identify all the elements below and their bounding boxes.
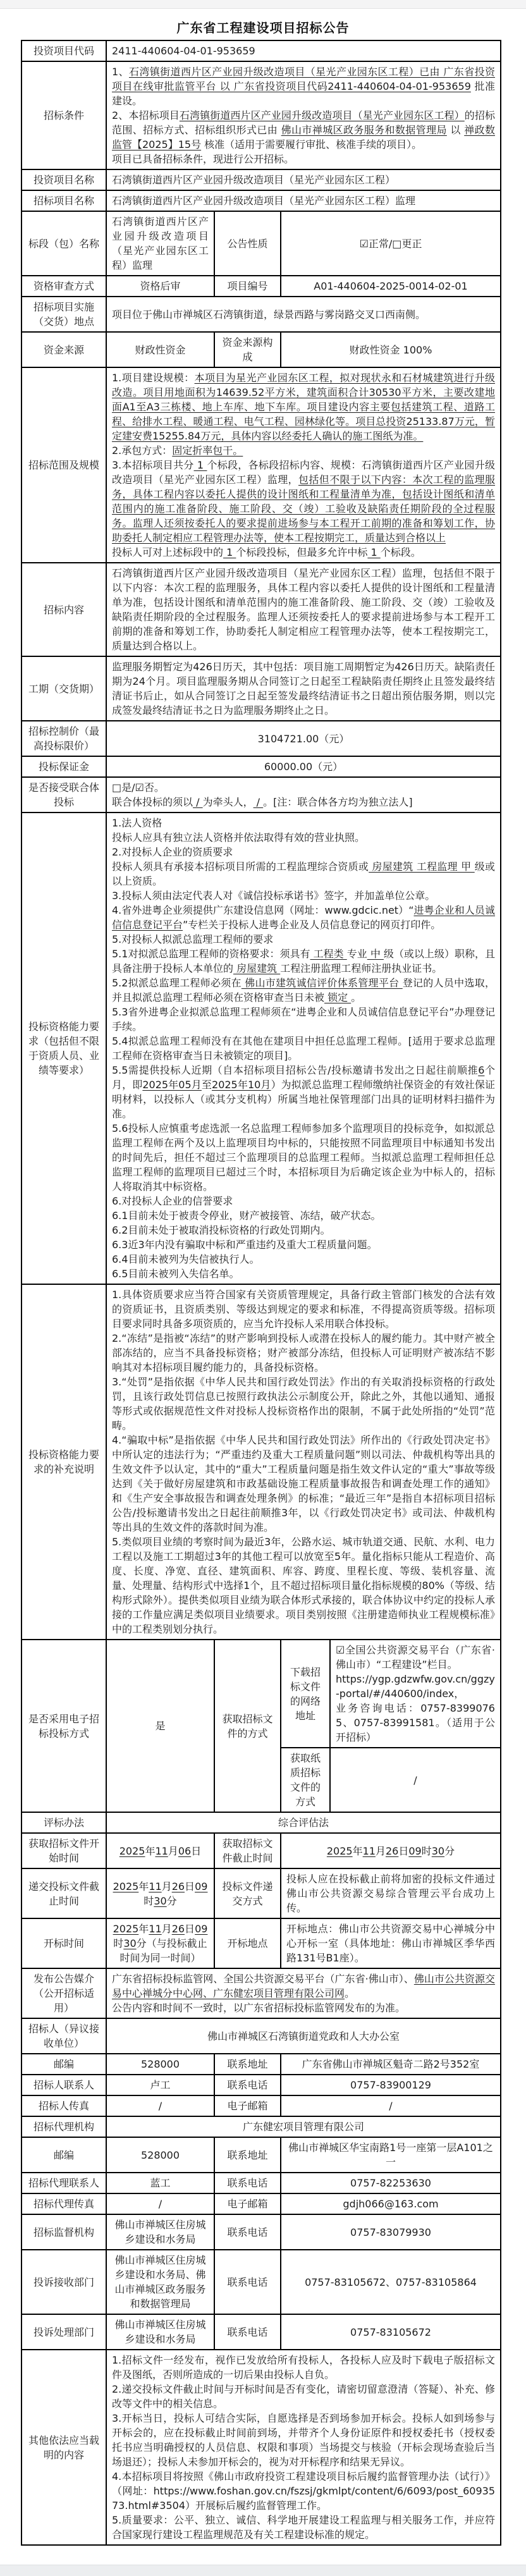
label-agency: 招标代理机构	[21, 2116, 106, 2137]
value-tenderer-contact: 卢工	[106, 2075, 214, 2095]
value-notice-nature: ☑正常/□更正	[281, 211, 501, 276]
label-agency-email: 电子邮箱	[214, 2193, 281, 2214]
label-agency-postcode: 邮编	[21, 2137, 106, 2173]
row-tenderer-fax	[21, 2095, 501, 2116]
row-funding	[21, 332, 501, 367]
row-opening	[21, 1918, 501, 1968]
row-agency-fax	[21, 2193, 501, 2214]
label-supervisor-phone: 联系电话	[214, 2214, 281, 2250]
value-supervisor-phone: 0757-83079930	[281, 2214, 501, 2250]
label-other: 其他依法应当载明的内容	[21, 2350, 106, 2545]
row-tender-conditions	[21, 61, 501, 169]
label-complaint-handle: 投诉处理部门	[21, 2314, 106, 2350]
label-complaint-receive-phone: 联系电话	[214, 2250, 281, 2314]
row-agency-contact	[21, 2173, 501, 2193]
label-agency-contact: 招标代理联系人	[21, 2173, 106, 2193]
value-paper-doc-method: /	[330, 1748, 501, 1812]
label-tenderer-phone: 联系电话	[214, 2075, 281, 2095]
label-funding: 资金来源	[21, 332, 106, 367]
label-scope: 招标范围及规模	[21, 367, 106, 563]
label-tenderer-contact: 招标人联系人	[21, 2075, 106, 2095]
value-tenderer-fax: /	[106, 2095, 214, 2116]
value-investment-code: 2411-440604-04-01-953659	[106, 40, 501, 61]
value-doc-download-url: ☑全国公共资源交易平台（广东省·佛山市）“工程建设”栏目。 https://ygp.gdzwfw.gov.cn/ggzy-portal/#/440600/index， 业务咨询电话：0757-83990765、0757-83991581。（适用于公开招标）	[330, 1640, 501, 1748]
label-paper-doc-method: 获取纸质招标文件的方式	[281, 1748, 330, 1812]
value-complaint-receive-phone: 0757-83105672、0757-83105864	[281, 2250, 501, 2314]
value-tenderer: 佛山市禅城区石湾镇街道党政和人大办公室	[106, 2018, 501, 2054]
row-section-name	[21, 211, 501, 276]
row-supervisor	[21, 2214, 501, 2250]
label-investment-name: 投资项目名称	[21, 169, 106, 190]
value-tender-project-name: 石湾镇街道西片区产业园升级改造项目（星光产业园东区工程）监理	[106, 190, 501, 211]
row-bid-bond	[21, 756, 501, 777]
label-funding-composition: 资金来源构成	[214, 332, 281, 367]
value-funding: 财政性资金	[106, 332, 214, 367]
label-bid-bond: 投标保证金	[21, 756, 106, 777]
value-media: 广东省招标投标监管网、全国公共资源交易平台（广东省·佛山市）、佛山市公共资源交易中心禅城分中心网、广东健宏项目管理有限公司网。 公告内容和时间不一致时，以广东省招标投标监管网发布的为准。	[106, 1968, 501, 2018]
value-doc-deadline: 2025年11月26日09时30分	[281, 1833, 501, 1868]
row-doc-time	[21, 1833, 501, 1868]
value-complaint-receive: 佛山市禅城区住房城乡建设和水务局、佛山市禅城区政务服务和数据管理局	[106, 2250, 214, 2314]
row-qualification-review	[21, 276, 501, 297]
value-tenderer-email: /	[281, 2095, 501, 2116]
label-tenderer-email: 电子邮箱	[214, 2095, 281, 2116]
label-capability: 投标资格能力要求（包括但不限于资质人员、业绩等要求）	[21, 813, 106, 1284]
top-bar	[0, 0, 526, 9]
page-title: 广东省工程建设项目招标公告	[176, 20, 350, 35]
bottom-bar	[0, 2565, 526, 2576]
value-tenderer-phone: 0757-83900129	[281, 2075, 501, 2095]
value-capability: 1.法人资格 投标人应具有独立法人资格并依法取得有效的营业执照。 2.对投标人企业的资质要求 投标人须具有承接本招标项目所需的工程监理综合资质或 房屋建筑 工程监理 甲 级或以上资质。 3.投标人须由法定代表人对《诚信投标承诺书》签字，并加盖单位公章。 4.省外进粤企业须提供广东建设信息网（网址：www.gdcic.net）“进粤企业和人员诚信信息登记平台”专栏关于投标人进粤企业及人员信息登记的网页打印件。 5.对投标人拟派总监理工程师的要求 5.1对拟派总监理工程师的资格要求：须具有 工程类 专业 中 级（或以上级）职称，且具备注册于投标人本单位的 房屋建筑 工程注册监理工程师注册执业证书。 5.2拟派总监理工程师必须在 佛山市建筑诚信评价体系管理平台 登记的人员中选取，并且拟派总监理工程师必须在资格审查当日未被 锁定 。 5.3省外进粤企业拟派总监理工程师须在“进粤企业和人员诚信信息登记平台”办理登记手续。 5.4拟派总监理工程师没有在其他在建项目中担任总监理工程师。[适用于要求总监理工程师在资格审查当日未被锁定的项目]。 5.5需提供投标人近期（自本招标项目招标公告/投标邀请书发出之日起往前顺推6个月，即2025年05月至2025年10月）为拟派总监理工程师缴纳社保资金的有效社保证明材料，以投标人（或其分支机构）所属当地社保管理部门出具的证明材料扫描件为准。 5.6投标人应慎重考虑选派一名总监理工程师参加多个监理项目的投标竞争，如拟派总监理工程师在两个及以上监理项目均中标的，只能按照不同监理项目中标通知书发出的时间先后，担任不超过三个监理项目的总监理工程师。当拟派总监理工程师担任总监理工程师的监理项目已超过三个时，本招标项目为后确定该企业为中标人的，招标人将取消其中标资格。 6.对投标人企业的信誉要求 6.1目前未处于被责令停业，财产被接管、冻结，破产状态。 6.2目前未处于被取消投标资格的行政处罚期内。 6.3近3年内没有骗取中标和严重违约及重大工程质量问题。 6.4目前未被列为失信被执行人。 6.5目前未被列入失信名单。	[106, 813, 501, 1284]
value-complaint-handle-phone: 0757-83105672	[281, 2314, 501, 2350]
value-location: 项目位于佛山市禅城区石湾镇街道，绿景西路与雾岗路交叉口西南侧。	[106, 297, 501, 332]
label-opening-time: 开标时间	[21, 1918, 106, 1968]
label-notice-nature: 公告性质	[214, 211, 281, 276]
label-doc-download-url: 下载招标文件的网络地址	[281, 1640, 330, 1748]
row-tenderer-post	[21, 2054, 501, 2075]
label-section-name: 标段（包）名称	[21, 211, 106, 276]
value-agency-email: gdjh066@163.com	[281, 2193, 501, 2214]
label-complaint-receive: 投诉接收部门	[21, 2250, 106, 2314]
label-doc-start-time: 获取招标文件开始时间	[21, 1833, 106, 1868]
value-complaint-handle: 佛山市禅城区住房城乡建设和水务局	[106, 2314, 214, 2350]
label-project-number: 项目编号	[214, 276, 281, 297]
row-other	[21, 2350, 501, 2545]
value-tender-content: 石湾镇街道西片区产业园升级改造项目（星光产业园东区工程）监理，包括但不限于以下内容：本次工程的监理服务，具体工程内容以委托人提供的设计图纸和工程量清单为准，包括设计图纸和清单范围内的施工准备阶段、施工阶段、交（竣）工验收及缺陷责任期阶段的全过程服务。监理人还须按委托人的要求提前进场参与本工程开工前期的准备和筹划工作，协助委托人制定相应工程管理办法等，使本工程按期完工，质量达到合格以上。	[106, 563, 501, 656]
value-agency-phone: 0757-82253630	[281, 2173, 501, 2193]
value-supervisor: 佛山市禅城区住房城乡建设和水务局	[106, 2214, 214, 2250]
label-capability-notes: 投标资格能力要求的补充说明	[21, 1284, 106, 1640]
label-tenderer-fax: 招标人传真	[21, 2095, 106, 2116]
label-tenderer: 招标人（异议接收单位）	[21, 2018, 106, 2054]
value-agency-postcode: 528000	[106, 2137, 214, 2173]
label-agency-fax: 招标代理传真	[21, 2193, 106, 2214]
label-tender-conditions: 招标条件	[21, 61, 106, 169]
row-consortium	[21, 777, 501, 813]
value-submission-method: 投标人应在投标截止前将加密的投标文件通过佛山市公共资源交易综合管理云平台成功上传。	[281, 1868, 501, 1918]
value-doc-start-time: 2025年11月06日	[106, 1833, 214, 1868]
row-evaluation	[21, 1812, 501, 1833]
value-capability-notes: 1.具体资质要求应当符合国家有关资质管理规定，具备行政主管部门核发的合法有效的资质证书，且资质类别、等级达到规定的要求和标准，不得提高资质等级。招标项目要求同时具备多项资质的，应当允许投标人采用联合体投标。 2.“冻结”是指被“冻结”的财产影响到投标人或潜在投标人的履约能力。其中财产被全部冻结的，应当不具备投标资格；财产被部分冻结，但投标人可证明财产被冻结不影响其对本招标项目履约能力的，具备投标资格。 3.“处罚”是指依据《中华人民共和国行政处罚法》作出的有关取消投标资格的行政处罚，且该行政处罚信息已按照行政执法公示制度公开，除此之外，其他以通知、通报等形式或依据规范性文件对投标人投标资格作出的限制，不属于此处所指的“处罚”范畴。 4.“骗取中标”是指依据《中华人民共和国行政处罚法》所作出的《行政处罚决定书》中所认定的违法行为；“严重违约及重大工程质量问题”则以司法、仲裁机构等出具的生效文件予以认定，其中的“重大”工程质量问题是指生效文件认定的“重大”事故等级达到《关于做好房屋建筑和市政基础设施工程质量事故报告和调查处理工作的通知》和《生产安全事故报告和调查处理条例》的标准；“最近三年”是指自本招标项目招标公告/投标邀请书发出之日起往前顺推3年，以《行政处罚决定书》或司法、仲裁机构等出具的生效文件的落款时间为准。 5.类似项目业绩的考察时间为最近3年，公路水运、城市轨道交通、民航、水利、电力工程以及施工工期超过3年的其他工程可以放宽至5年。量化指标只能从工程造价、高度、长度、净宽、直径、建筑面积、库容、跨度、里程长度、等级、装机容量、流量、处理量、结构形式中选择1个，且不超过招标项目量化指标规模的80%（等级、结构形式除外）。提供类似项目业绩为联合体形式承接的，联合体协议中约定的投标人承接的工作量应满足类似项目业绩要求。项目类别按照《注册建造师执业工程规模标准》中的工程类别划分执行。	[106, 1284, 501, 1640]
value-consortium: □是/☑否。 联合体投标的须以 / 为牵头人， / 。[注：联合体各方均为独立法人]	[106, 777, 501, 813]
label-consortium: 是否接受联合体投标	[21, 777, 106, 813]
label-doc-deadline: 获取招标文件截止时间	[214, 1833, 281, 1868]
row-agency	[21, 2116, 501, 2137]
value-other: 1.招标文件一经发布，视作已发放给所有投标人，各投标人应及时下载电子版招标文件及图纸，否则所造成的一切后果由投标人自负。 2.递交投标文件截止时间与开标时间是否有变化，请密切留意澄清（答疑）、补充、修改等文件中的相关信息。 3.开标当日，投标人可结合实际，自愿选择是否到场参加开标会。投标人如到场参与开标会的，应在投标截止时间前到场，并带齐个人身份证原件和授权委托书（授权委托书应当明确授权的人员信息、权限和事项）当场提交与核验（开标会现场查验后当场退还）；投标人未参加开标会的，视为对开标程序和结果无异议。 4.本招标项目将按照《佛山市政府投资工程建设项目标后履约监督管理办法（试行）》（网址：https://www.foshan.gov.cn/fszsj/gkmlpt/content/6/6093/post_6093573.html#3504）开展标后履约监督管理工作。 5.质量要求：公平、独立、诚信、科学地开展建设工程监理与相关服务工作，并应符合国家现行建设工程监理规范及有关工程建设标准的规定。	[106, 2350, 501, 2545]
row-investment-name	[21, 169, 501, 190]
row-e-bidding	[21, 1640, 501, 1748]
value-price-ceiling: 3104721.00（元）	[106, 721, 501, 756]
value-submission-deadline: 2025年11月26日09时30分	[106, 1868, 214, 1918]
row-complaint-handle	[21, 2314, 501, 2350]
label-evaluation: 评标办法	[21, 1812, 106, 1833]
value-qualification-review: 资格后审	[106, 276, 214, 297]
row-tenderer	[21, 2018, 501, 2054]
row-tender-project-name	[21, 190, 501, 211]
tender-notice-table	[21, 40, 501, 2546]
value-agency-fax: /	[106, 2193, 214, 2214]
row-capability	[21, 813, 501, 1284]
value-section-name: 石湾镇街道西片区产业园升级改造项目（星光产业园东区工程）监理	[106, 211, 214, 276]
value-e-bidding: 是	[106, 1640, 214, 1812]
value-tenderer-postcode: 528000	[106, 2054, 214, 2075]
value-agency-address: 佛山市禅城区华宝南路1号一座第一层A101之一	[281, 2137, 501, 2173]
label-media: 发布公告媒介（公开招标适用）	[21, 1968, 106, 2018]
label-submission-method: 投标文件递交方式	[214, 1868, 281, 1918]
label-tenderer-address: 联系地址	[214, 2054, 281, 2075]
label-period: 工期（交货期）	[21, 656, 106, 721]
value-tender-conditions: 1、石湾镇街道西片区产业园升级改造项目（星光产业园东区工程）已由 广东省投资项目在线审批监管平台 以 广东省投资项目代码2411-440604-04-01-953659 批准建设。 2、本招标项目石湾镇街道西片区产业园升级改造项目（星光产业园东区工程）的招标范围、招标方式、招标组织形式已由 佛山市禅城区政务服务和数据管理局 以 禅政数监管【2025】15号 核准（适用于需要履行审批、核准手续的项目）。 项目已具备招标条件，现进行公开招标。	[106, 61, 501, 169]
value-funding-composition: 财政性资金 100%	[281, 332, 501, 367]
label-tenderer-postcode: 邮编	[21, 2054, 106, 2075]
value-opening-time: 2025年11月26日09时30分（与投标截止时间为同一时间）	[106, 1918, 214, 1968]
label-agency-address: 联系地址	[214, 2137, 281, 2173]
row-complaint-receive	[21, 2250, 501, 2314]
label-agency-phone: 联系电话	[214, 2173, 281, 2193]
value-project-number: A01-440604-2025-0014-02-01	[281, 276, 501, 297]
row-agency-post	[21, 2137, 501, 2173]
value-opening-place: 开标地点：佛山市公共资源交易中心禅城分中心开标一室（具体地址：佛山市禅城区季华西路131号B1座）。	[281, 1918, 501, 1968]
row-submission	[21, 1868, 501, 1918]
value-period: 监理服务期暂定为426日历天，其中包括：项目施工周期暂定为426日历天。缺陷责任期为24个月。项目监理服务期从合同签订之日起至工程缺陷责任期终止且签发最终结清证书后止，如从合同签订之日起至签发最终结清证书之日超出预估服务期，则以完成签发最终结清证书之日为监理服务期终止之日。	[106, 656, 501, 721]
label-investment-code: 投资项目代码	[21, 40, 106, 61]
label-tender-project-name: 招标项目名称	[21, 190, 106, 211]
row-price-ceiling	[21, 721, 501, 756]
value-evaluation: 综合评估法	[106, 1812, 501, 1833]
row-capability-notes	[21, 1284, 501, 1640]
label-e-bidding: 是否采用电子招标投标方式	[21, 1640, 106, 1812]
label-supervisor: 招标监督机构	[21, 2214, 106, 2250]
row-tenderer-contact	[21, 2075, 501, 2095]
label-doc-obtain-method: 获取招标文件的方式	[214, 1640, 281, 1812]
label-opening-place: 开标地点	[214, 1918, 281, 1968]
label-complaint-handle-phone: 联系电话	[214, 2314, 281, 2350]
value-agency: 广东健宏项目管理有限公司	[106, 2116, 501, 2137]
value-agency-contact: 蓝工	[106, 2173, 214, 2193]
value-tenderer-address: 广东省佛山市禅城区魁奇二路2号352室	[281, 2054, 501, 2075]
row-tender-content	[21, 563, 501, 656]
row-investment-code	[21, 40, 501, 61]
row-location	[21, 297, 501, 332]
value-scope: 1.项目建设规模：本项目为星光产业园东区工程，拟对现状永和石材城建筑进行升级改造。项目用地面积为14639.52平方米，建筑面积合计30530平方米，主要改建地面A1至A3三栋楼、地上车库、地下车库。项目建设内容主要包括建筑工程、道路工程、给排水工程、暖通工程、电气工程、园林绿化等。项目总投资25133.87万元，暂定建安费15255.84万元，具体内容以经委托人确认的施工图纸为准。 2.承包方式：固定折率包干。 3.本招标项目共分 1 个标段，各标段招标内容、规模：石湾镇街道西片区产业园升级改造项目（星光产业园东区工程）监理，包括但不限于以下内容：本次工程的监理服务，具体工程内容以委托人提供的设计图纸和工程量清单为准，包括设计图纸和清单范围内的施工准备阶段、施工阶段、交（竣）工验收及缺陷责任期阶段的全过程服务。监理人还须按委托人的要求提前进场参与本工程开工前期的准备和筹划工作，协助委托人制定相应工程管理办法等，使本工程按期完工，质量达到合格以上 投标人可对上述标段中的 1 个标段投标，但最多允许中标 1 个标段。	[106, 367, 501, 563]
value-bid-bond: 60000.00（元）	[106, 756, 501, 777]
label-location: 招标项目实施（交货）地点	[21, 297, 106, 332]
label-price-ceiling: 招标控制价（最高投标限价）	[21, 721, 106, 756]
label-tender-content: 招标内容	[21, 563, 106, 656]
row-period	[21, 656, 501, 721]
row-scope	[21, 367, 501, 563]
label-qualification-review: 资格审查方式	[21, 276, 106, 297]
row-media	[21, 1968, 501, 2018]
value-investment-name: 石湾镇街道西片区产业园升级改造项目（星光产业园东区工程）	[106, 169, 501, 190]
label-submission-deadline: 递交投标文件截止时间	[21, 1868, 106, 1918]
